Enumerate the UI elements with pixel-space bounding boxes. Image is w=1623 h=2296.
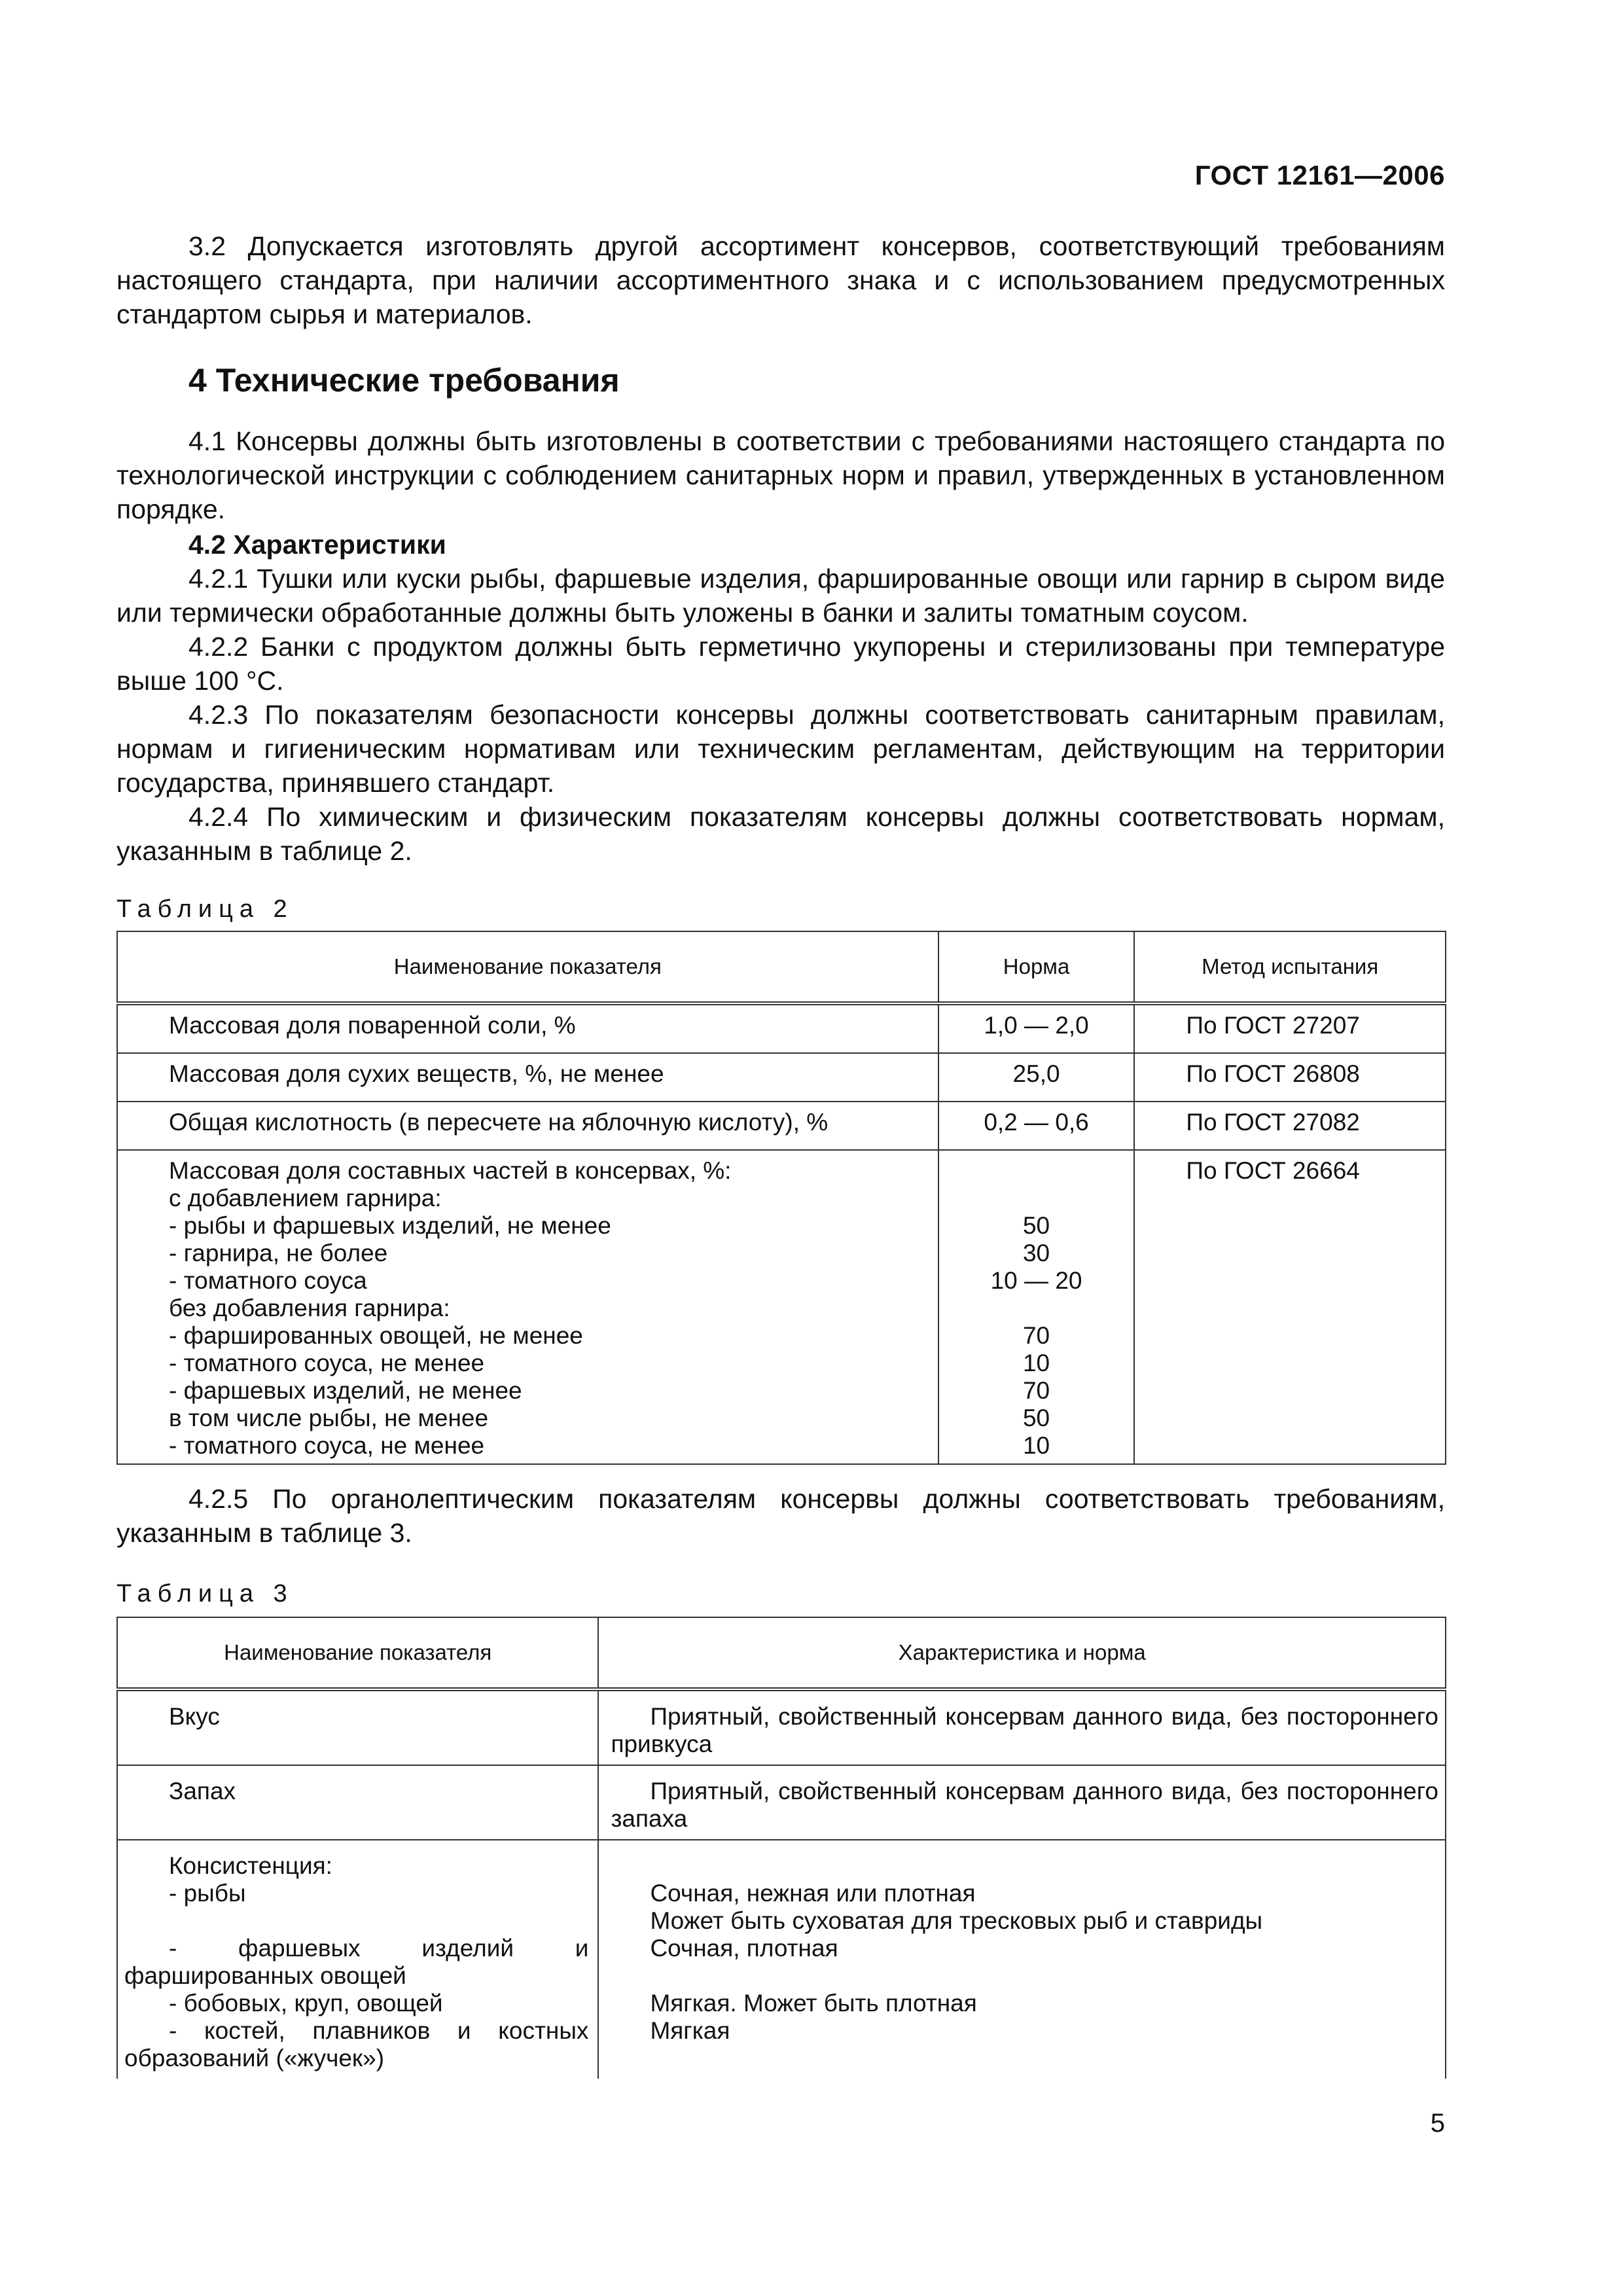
section-heading-4: 4 Технические требования [188,362,620,399]
consistency-label: Консистенция: [169,1852,332,1879]
table-2-cell-norm: 1,0 — 2,0 [938,1003,1135,1053]
table-3-cell-value: Приятный, свойственный консервам данного вида, без постороннего запаха [611,1778,1438,1832]
table-3-cell-name [117,1840,598,2079]
table-row [117,1765,1446,1840]
table-row [117,1150,1446,1464]
table-2-cell-method: По ГОСТ 26664 [1134,1150,1446,1464]
table-2-header-norm: Норма [938,931,1135,1003]
table-2-header-method: Метод испытания [1134,931,1446,1003]
table-row [117,1003,1446,1053]
table-2-cell-name: Массовая доля поваренной соли, % [117,1003,938,1053]
table-row [117,1053,1446,1102]
table-3-cell-value: Приятный, свойственный консервам данного вида, без постороннего привкуса [611,1703,1438,1757]
table-2-cell-name: Общая кислотность (в пересчете на яблочную кислоту), % [117,1102,938,1150]
section-4 [116,363,1445,397]
table-2-header-row [117,931,1446,1003]
table-2-cell-name: Массовая доля составных частей в консервах, %: с добавлением гарнира: - рыбы и фаршевых изделий, не менее - гарнира, не более - томатного соуса без добавления гарнира: - фаршированных овощей, не менее - томатного соуса, не менее - фаршевых изделий, не менее в том числе рыбы, не менее - томатного соуса, не менее [117,1150,938,1464]
table-2-cell-norm: 50 30 10 — 20 70 10 70 50 10 [938,1150,1135,1464]
table-3-header-row [117,1617,1446,1689]
page-number: 5 [1430,2109,1445,2138]
table-3-cell-value-wrap [598,1689,1446,1765]
table-2-caption: Таблица 2 [116,895,294,923]
table-2-cell-method: По ГОСТ 27207 [1134,1003,1446,1053]
section-4-2-5 [116,1482,1445,1550]
table-2-header-name: Наименование показателя [117,931,938,1003]
table-3-cell-name: Вкус [117,1689,598,1765]
subsection-heading-4-2: 4.2 Характеристики [188,529,446,560]
table-3-cell-value: Сочная, нежная или плотная Может быть суховатая для тресковых рыб и ставриды Сочная, плотная Мягкая. Может быть плотная Мягкая [598,1840,1446,2079]
table-2-cell-name: Массовая доля сухих веществ, %, не менее [117,1053,938,1102]
table-2-cell-method: По ГОСТ 27082 [1134,1102,1446,1150]
consistency-bones: - костей, плавников и костных образований («жучек») [124,2017,589,2072]
table-3 [116,1617,1446,2079]
table-row [117,1102,1446,1150]
consistency-forcemeat: - фаршевых изделий и фаршированных овощей [124,1935,589,1989]
paragraph-3-2: 3.2 Допускается изготовлять другой ассортимент консервов, соответствующий требованиям настоящего стандарта, при наличии ассортиментного знака и с использованием предусмотренных стандартом сырья и материалов. [116,231,1445,329]
table-3-header-value: Характеристика и норма [598,1617,1446,1689]
table-2-cell-norm: 25,0 [938,1053,1135,1102]
table-3-header-name: Наименование показателя [117,1617,598,1689]
table-2 [116,931,1446,1465]
paragraph-4-2-2: 4.2.2 Банки с продуктом должны быть герметично укупорены и стерилизованы при температуре выше 100 °С. [116,632,1445,696]
paragraph-4-2-3: 4.2.3 По показателям безопасности консервы должны соответствовать санитарным правилам, нормам и гигиеническим нормативам или техническим регламентам, действующим на территории государства, принявшего стандарт. [116,700,1445,798]
table-2-cell-norm: 0,2 — 0,6 [938,1102,1135,1150]
table-row [117,1840,1446,2079]
consistency-fish: - рыбы [169,1880,246,1907]
table-row [117,1689,1446,1765]
table-3-cell-name: Запах [117,1765,598,1840]
consistency-spacer [124,1907,588,1935]
paragraph-4-2-5: 4.2.5 По органолептическим показателям консервы должны соответствовать требованиям, указанным в таблице 3. [116,1484,1445,1548]
table-2-cell-method: По ГОСТ 26808 [1134,1053,1446,1102]
paragraph-4-2-1: 4.2.1 Тушки или куски рыбы, фаршевые изделия, фаршированные овощи или гарнир в сыром виде или термически обработанные должны быть уложены в банки и залиты томатным соусом. [116,564,1445,628]
section-3-2 [116,229,1445,331]
consistency-legumes: - бобовых, круп, овощей [169,1990,443,2017]
table-3-caption: Таблица 3 [116,1580,294,1607]
document-code: ГОСТ 12161—2006 [1194,160,1445,190]
paragraph-4-1: 4.1 Консервы должны быть изготовлены в соответствии с требованиями настоящего стандарта по технологической инструкции с соблюдением санитарных норм и правил, утвержденных в установленном порядке. [116,426,1445,524]
section-4-body [116,424,1445,868]
table-3-cell-value-wrap [598,1765,1446,1840]
paragraph-4-2-4: 4.2.4 По химическим и физическим показателям консервы должны соответствовать нормам, указанным в таблице 2. [116,802,1445,866]
